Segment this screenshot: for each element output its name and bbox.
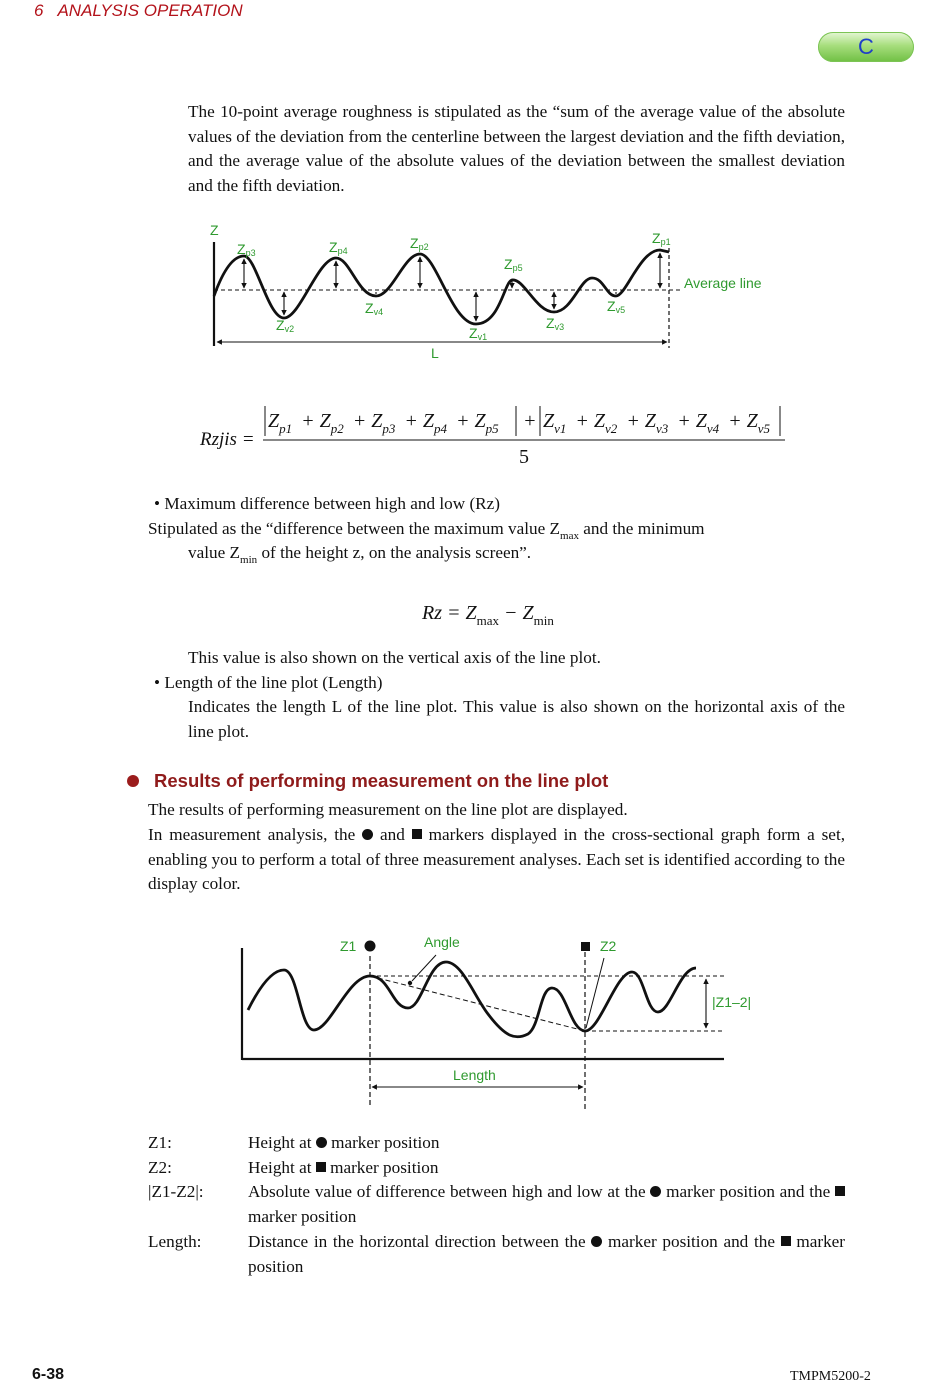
square-marker-icon [781, 1236, 791, 1246]
plot-length-label: Length [453, 1067, 496, 1083]
def-term-z1: Z1: [148, 1133, 172, 1152]
document-code: TMPM5200-2 [790, 1369, 871, 1384]
zp1-label: Zp1 [652, 230, 671, 247]
def-term-diff: |Z1-Z2|: [148, 1182, 204, 1201]
rz-line-2: value $Z_{min}$ of the height z, on the analysis screen”. [188, 543, 532, 566]
def-desc-length: Distance in the horizontal direction between the marker position and the marker position [248, 1232, 846, 1276]
z1-label: Z1 [340, 938, 357, 954]
def-term-length: Length: [148, 1232, 202, 1251]
formula-numerator: $Z_{p1}$ + $Z_{p2}$ + $Z_{p3}$ + $Z_{p4}$ + $Z_{p5}$ [268, 410, 499, 436]
deviation-arrows [244, 253, 660, 321]
page-number: 6-38 [32, 1366, 65, 1383]
rz-line-1: Stipulated as the “difference between the maximum value $Z_{max}$ and the minimum [148, 519, 705, 542]
average-line-label: Average line [684, 275, 762, 291]
rzjis-lhs: Rzjis = [200, 429, 255, 450]
circle-marker-icon [650, 1186, 661, 1197]
section-line-1: The results of performing measurement on the line plot are displayed. [148, 800, 628, 819]
zp2-label: Zp2 [410, 235, 429, 252]
intro-paragraph: The 10-point average roughness is stipulated as the “sum of the average value of the absolute values of the deviation from the centerline between the largest deviation and the fifth deviation, and the average value of the absolute values of the deviation between the smallest deviation and the fifth deviation. [188, 102, 845, 195]
zv2-label: Zv2 [276, 317, 295, 334]
chapter-number: 6 [34, 1, 44, 20]
chapter-tab-letter: C [858, 34, 874, 59]
angle-line [370, 976, 585, 1031]
z2-label: Z2 [600, 938, 617, 954]
zp5-label: Zp5 [504, 256, 523, 273]
length-label: L [431, 345, 439, 361]
angle-point [408, 981, 412, 985]
formula-denominator: 5 [519, 446, 529, 468]
circle-marker-icon [316, 1137, 327, 1148]
length-desc: Indicates the length L of the line plot. This value is also shown on the horizontal axis of the line plot. [188, 697, 845, 741]
valley-labels [276, 298, 625, 342]
chapter-title: ANALYSIS OPERATION [57, 1, 243, 20]
peak-labels [237, 230, 671, 273]
square-marker-icon [835, 1186, 845, 1196]
square-marker-icon [316, 1162, 326, 1172]
zp4-label: Zp4 [329, 239, 348, 256]
circle-marker-icon [362, 829, 373, 840]
zv1-label: Zv1 [469, 325, 488, 342]
rz-formula [421, 602, 554, 628]
zp3-label: Zp3 [237, 241, 256, 258]
section-bullet [127, 775, 139, 787]
square-marker-icon [412, 829, 422, 839]
length-bullet-title: • Length of the line plot (Length) [154, 673, 383, 692]
def-term-z2: Z2: [148, 1158, 172, 1177]
zv5-label: Zv5 [607, 298, 626, 315]
zv3-label: Zv3 [546, 315, 565, 332]
plot-curve [248, 962, 696, 1037]
section-paragraph: In measurement analysis, the and markers displayed in the cross-sectional graph form a set, enabling you to perform a total of three measurement analyses. Each set is identified according to the display color. [148, 825, 846, 894]
svg-text:+: + [523, 410, 537, 432]
z-axis-label: Z [210, 222, 219, 238]
def-desc-z1: Height at marker position [248, 1133, 440, 1152]
line-plot-diagram [242, 934, 751, 1112]
z1-dot-marker [365, 941, 376, 952]
rzjis-formula [199, 406, 785, 468]
def-desc-z2: Height at marker position [248, 1158, 439, 1177]
z2-square-marker [581, 942, 590, 951]
rz-note: This value is also shown on the vertical axis of the line plot. [188, 648, 601, 667]
diff-label: |Z1–2| [712, 994, 752, 1010]
rz-bullet-title: • Maximum difference between high and low (Rz) [154, 494, 500, 513]
def-desc-diff: Absolute value of difference between high and low at the marker position and the marker position [248, 1180, 845, 1229]
profile-curve [214, 250, 669, 324]
circle-marker-icon [591, 1236, 602, 1247]
section-title: Results of performing measurement on the line plot [154, 770, 609, 791]
angle-label: Angle [424, 934, 460, 950]
zv4-label: Zv4 [365, 300, 384, 317]
svg-text:Rz = Zmax − Zmin: $Rz = Z_{max} - Z_{min}$ [422, 602, 554, 628]
svg-text:Zv1 + Zv2 + Zv3: $Z_{v1}$ + $Z_{v2}$ + $Z_{v3}$ + $Z_{v4}$ + $Z_{v5}$ [543, 410, 771, 436]
